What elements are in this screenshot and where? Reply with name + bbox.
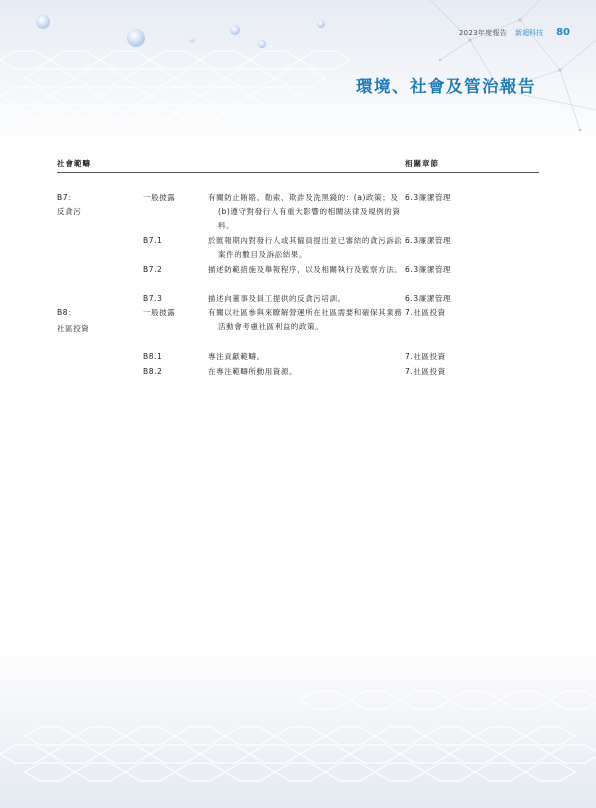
company-name: 新超科技 <box>515 29 544 37</box>
indicator-description: 描述向董事及員工提供的反貪污培訓。 <box>208 294 346 303</box>
related-section: 6.3廉潔管理 <box>405 193 452 202</box>
related-section: 6.3廉潔管理 <box>405 294 452 303</box>
aspect-name: 反貪污 <box>57 207 82 216</box>
indicator-code: 一般披露 <box>143 308 176 317</box>
page-number: 80 <box>556 27 570 38</box>
header-divider <box>57 172 539 173</box>
aspect-code: B8： <box>57 308 77 317</box>
aspect-code: B7： <box>57 193 77 202</box>
indicator-description: 有關防止賄賂、勒索、欺詐及洗黑錢的：(a)政策；及(b)遵守對發行人有重大影響的相關法律及規例的資料。 <box>208 193 401 230</box>
indicator-code: B7.2 <box>143 265 163 274</box>
related-section: 6.3廉潔管理 <box>405 236 452 245</box>
column-header-reference: 相關章節 <box>405 159 439 168</box>
related-section: 7.社區投資 <box>405 367 446 376</box>
related-section: 7.社區投資 <box>405 352 446 361</box>
report-year-label: 2023年度報告 <box>458 29 508 37</box>
indicator-description: 專注貢獻範疇。 <box>208 352 265 361</box>
page-title: 環境、社會及管治報告 <box>356 77 536 96</box>
related-section: 6.3廉潔管理 <box>405 265 452 274</box>
indicator-code: B8.1 <box>143 352 163 361</box>
indicator-code: 一般披露 <box>143 193 176 202</box>
aspect-name: 社區投資 <box>57 324 90 333</box>
indicator-description: 描述防範措施及舉報程序，以及相關執行及監察方法。 <box>208 265 403 274</box>
indicator-code: B8.2 <box>143 367 163 376</box>
indicator-description: 在專注範疇所動用資源。 <box>208 367 298 376</box>
related-section: 7.社區投資 <box>405 308 446 317</box>
aspect-b8 <box>57 306 127 336</box>
aspect-b7 <box>57 191 127 219</box>
indicator-code: B7.3 <box>143 294 163 303</box>
indicator-description: 有關以社區參與來瞭解營運所在社區需要和確保其業務活動會考慮社區利益的政策。 <box>208 308 403 331</box>
column-header-aspect: 社會範疇 <box>57 159 91 168</box>
indicator-code: B7.1 <box>143 236 163 245</box>
indicator-description: 於匯報期內對發行人或其僱員提出並已審結的貪污訴訟案件的數目及訴訟結果。 <box>208 236 403 259</box>
running-header <box>459 27 570 38</box>
